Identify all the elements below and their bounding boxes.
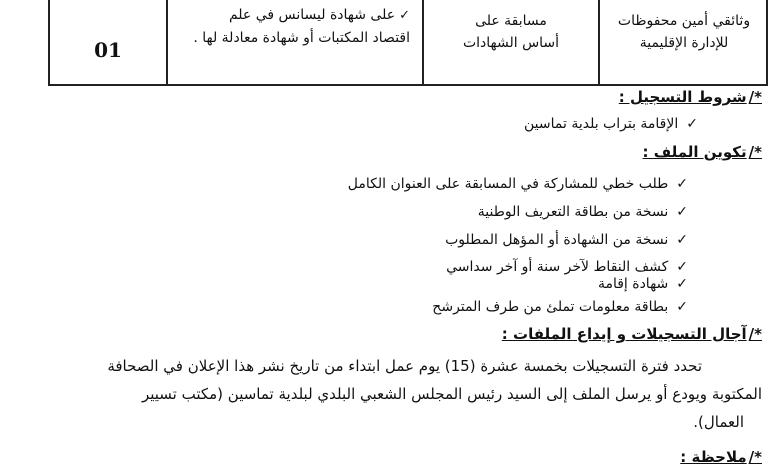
table-cell-requirement [166, 0, 422, 84]
note-title: ملاحظة : [680, 448, 747, 466]
list-item-text: كشف النقاط لآخر سنة أو آخر سداسي [446, 259, 669, 275]
list-item [445, 232, 688, 248]
registration-heading [619, 88, 762, 106]
file-title: تكوين الملف : [642, 143, 747, 161]
position-number: 01 [94, 38, 122, 62]
positions-table [48, 0, 768, 86]
deadlines-paragraph [42, 352, 762, 436]
check-icon: ✓ [686, 116, 698, 132]
table-cell-grade [598, 0, 768, 84]
grade-line-2: للإدارة الإقليمية [639, 35, 729, 51]
check-icon: ✓ [676, 259, 688, 275]
paragraph-line-3: العمال). [693, 413, 744, 431]
registration-title: شروط التسجيل : [618, 88, 747, 106]
file-heading [643, 143, 762, 161]
table-cell-mode [422, 0, 598, 84]
paragraph-line-1: تحدد فترة التسجيلات بخمسة عشرة (15) يوم عمل ابتداء من تاريخ نشر هذا الإعلان في الصحافة [107, 357, 702, 375]
list-item-text: بطاقة معلومات تملئ من طرف المترشح [432, 299, 669, 315]
list-item [432, 299, 688, 315]
registration-item [524, 116, 698, 132]
mode-line-2: أساس الشهادات [462, 35, 560, 51]
check-icon: ✓ [676, 276, 688, 292]
check-icon: ✓ [676, 299, 688, 315]
list-item [598, 276, 688, 292]
star-marker: */ [748, 88, 762, 106]
registration-item-text: الإقامة بتراب بلدية تماسين [524, 116, 679, 132]
list-item-text: نسخة من الشهادة أو المؤهل المطلوب [445, 232, 669, 248]
requirement-line-1: على شهادة ليسانس في علم [228, 7, 396, 23]
list-item-text: شهادة إقامة [597, 276, 669, 292]
table-cell-number [50, 0, 166, 84]
paragraph-line-2: المكتوبة ويودع أو يرسل الملف إلى السيد رئيس المجلس الشعبي البلدي لبلدية تماسين (مكتب تسيير [141, 385, 762, 403]
star-marker: */ [748, 325, 762, 343]
requirement-line-2: اقتصاد المكتبات أو شهادة معادلة لها . [193, 30, 410, 46]
list-item-text: طلب خطي للمشاركة في المسابقة على العنوان الكامل [347, 176, 669, 192]
check-icon: ✓ [676, 204, 688, 220]
list-item [348, 176, 688, 192]
mode-line-1: مسابقة على [475, 13, 547, 29]
list-item-text: نسخة من بطاقة التعريف الوطنية [477, 204, 669, 220]
grade-line-1: وثائقي أمين محفوظات [617, 13, 751, 29]
note-heading [680, 448, 762, 466]
check-icon: ✓ [676, 232, 688, 248]
list-item [446, 259, 688, 275]
check-icon: ✓ [676, 176, 688, 192]
list-item [478, 204, 688, 220]
requirement-text [176, 4, 410, 49]
mode-text [424, 10, 598, 54]
deadlines-heading [502, 325, 762, 343]
deadlines-title: آجال التسجيلات و إيداع الملفات : [501, 325, 747, 343]
grade-text [600, 10, 768, 54]
star-marker: */ [748, 143, 762, 161]
star-marker: */ [748, 448, 762, 466]
check-icon: ✓ [399, 8, 410, 23]
